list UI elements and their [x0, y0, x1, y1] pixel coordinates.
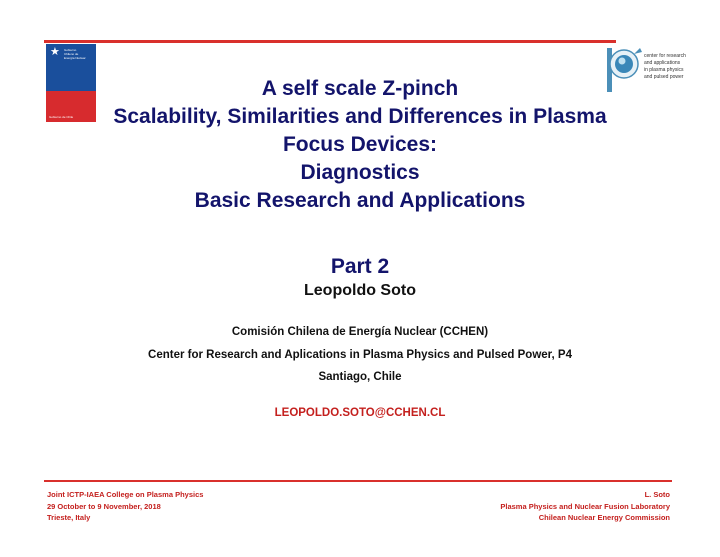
author-name: Leopoldo Soto — [304, 282, 416, 299]
logo-left-top-text: Gobierno Chileno de Energía Nuclear — [64, 48, 86, 60]
logo-right-caption: center for research and applications in plasma physics and pulsed power — [644, 53, 686, 80]
footer-line: Plasma Physics and Nuclear Fusion Laboratory — [500, 501, 670, 511]
footer-line: Chilean Nuclear Energy Commission — [538, 513, 670, 522]
footer-right — [500, 489, 670, 524]
title-line: Diagnostics — [300, 161, 420, 184]
title-line: A self scale Z-pinch — [261, 77, 459, 100]
affiliation-line: Comisión Chilena de Energía Nuclear (CCHEN) — [231, 326, 489, 338]
footer-line: Trieste, Italy — [47, 513, 91, 522]
slide-title — [0, 75, 720, 215]
star-icon: ★ — [50, 46, 60, 58]
affiliation-line: Center for Research and Aplications in Plasma Physics and Pulsed Power, P4 — [148, 349, 572, 361]
top-divider — [44, 40, 616, 43]
footer-left — [47, 489, 203, 524]
title-line: Basic Research and Applications — [194, 189, 526, 212]
bottom-divider — [44, 480, 672, 482]
part-label: Part 2 — [330, 255, 390, 278]
logo-left-bottom-text: Gobierno de Chile — [49, 115, 74, 119]
footer-line: Joint ICTP-IAEA College on Plasma Physics — [47, 490, 204, 499]
title-line: Focus Devices: — [282, 133, 438, 156]
title-line: Scalability, Similarities and Differences in Plasma — [113, 105, 607, 128]
affiliation-line: Santiago, Chile — [318, 371, 402, 383]
footer-line: L. Soto — [644, 490, 670, 499]
footer-line: 29 October to 9 November, 2018 — [47, 501, 161, 511]
author-email: LEOPOLDO.SOTO@CCHEN.CL — [274, 407, 446, 419]
